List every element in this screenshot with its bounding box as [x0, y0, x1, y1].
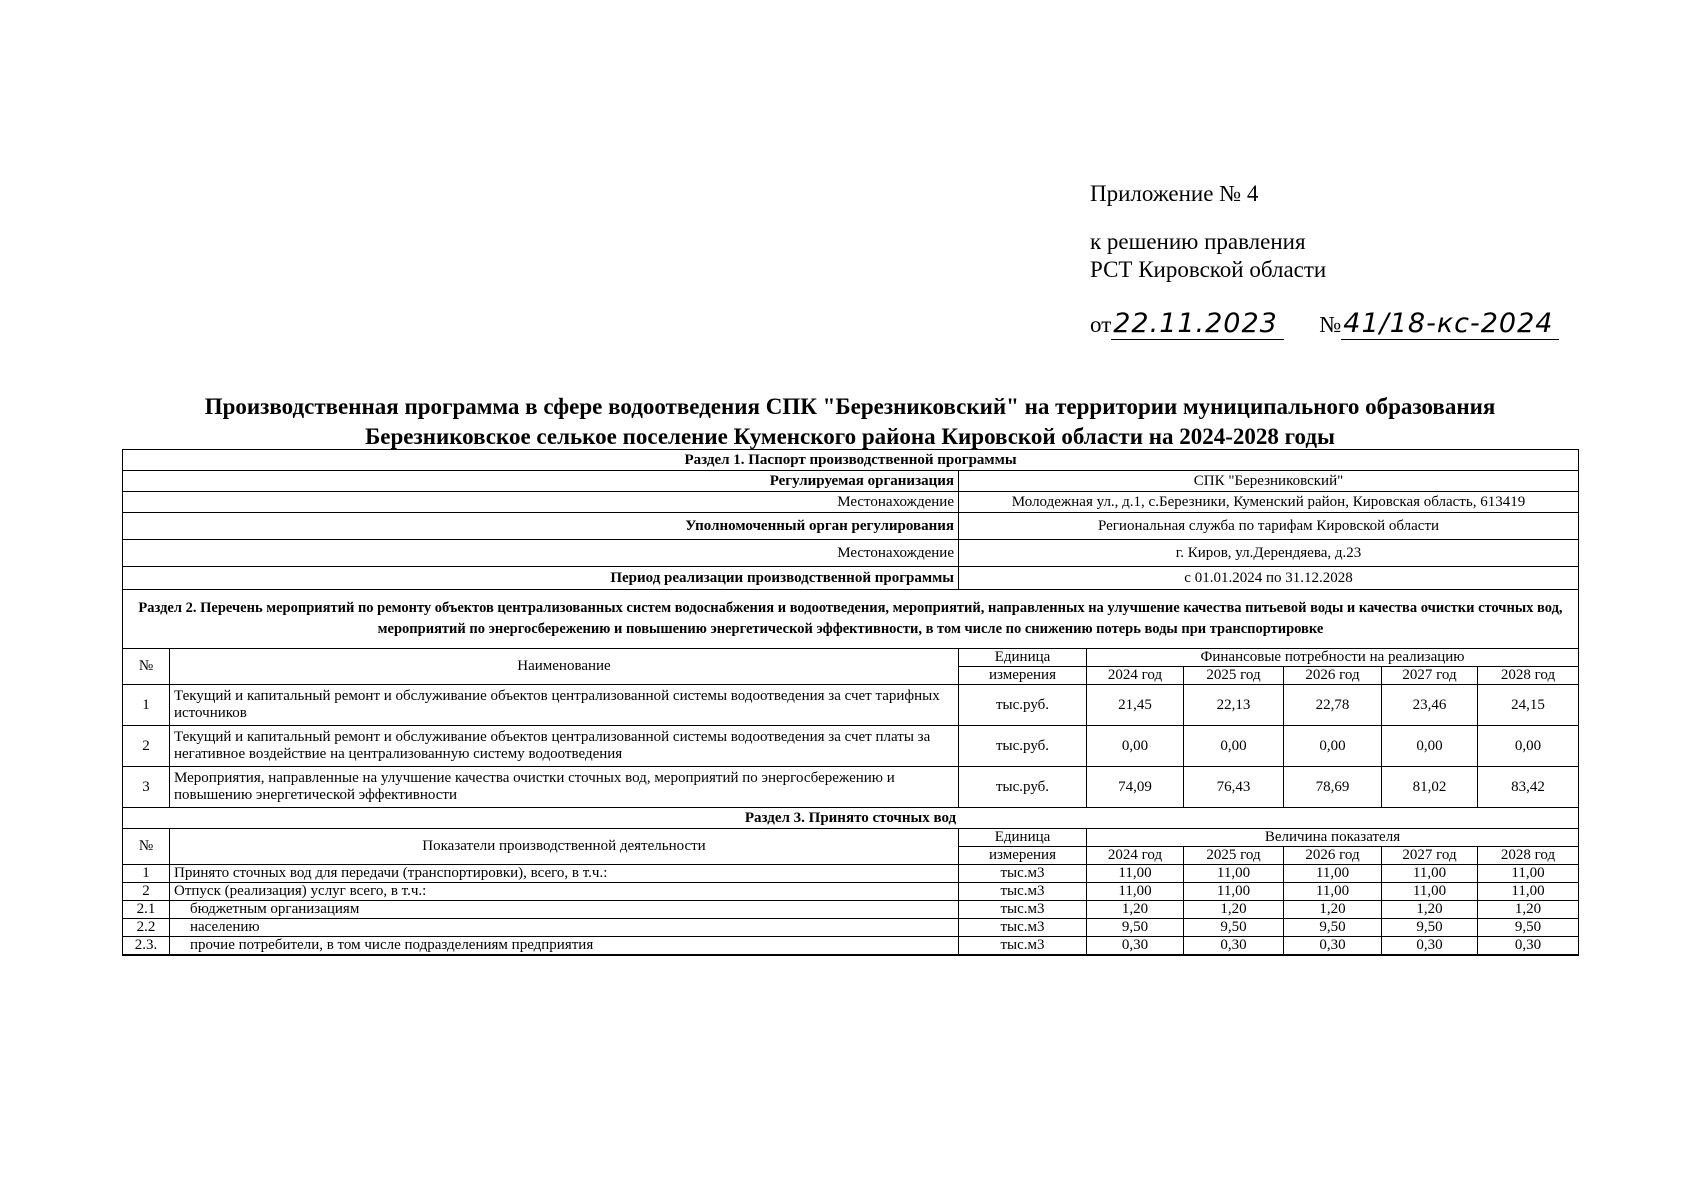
row-no: 1: [123, 685, 170, 726]
row-value: 9,50: [1284, 919, 1382, 937]
row-name: Текущий и капитальный ремонт и обслуживание объектов централизованной системы водоотведения за счет тарифных источников: [170, 685, 959, 726]
year-header: 2027 год: [1382, 667, 1478, 685]
row-unit: тыс.м3: [959, 919, 1087, 937]
row-unit: тыс.м3: [959, 901, 1087, 919]
row-name: Принято сточных вод для передачи (транспортировки), всего, в т.ч.:: [170, 865, 959, 883]
row-name: Текущий и капитальный ремонт и обслуживание объектов централизованной системы водоотведения за счет платы за негативное воздействие на централизованную систему водоотведения: [170, 726, 959, 767]
passport-row: [123, 540, 1579, 567]
section1-title: Раздел 1. Паспорт производственной программы: [123, 450, 1579, 471]
row-value: 0,30: [1382, 937, 1478, 956]
row-no: 2: [123, 726, 170, 767]
handwritten-date: 22.11.2023: [1111, 308, 1284, 340]
row-no: 2.2: [123, 919, 170, 937]
row-value: 11,00: [1382, 883, 1478, 901]
year-header: 2024 год: [1087, 847, 1184, 865]
year-header: 2025 год: [1184, 667, 1284, 685]
row-value: 1,20: [1478, 901, 1579, 919]
year-header: 2026 год: [1284, 667, 1382, 685]
row-value: 11,00: [1284, 865, 1382, 883]
passport-value: г. Киров, ул.Дерендяева, д.23: [959, 540, 1579, 567]
year-header: 2028 год: [1478, 847, 1579, 865]
row-value: 0,30: [1087, 937, 1184, 956]
table-row: [123, 919, 1579, 937]
row-value: 9,50: [1087, 919, 1184, 937]
row-name: Мероприятия, направленные на улучшение качества очистки сточных вод, мероприятий по энергосбережению и повышению энергетической эффективности: [170, 767, 959, 808]
row-value: 11,00: [1284, 883, 1382, 901]
appendix-number: Приложение № 4: [1090, 181, 1259, 206]
row-value: 81,02: [1382, 767, 1478, 808]
year-header: 2027 год: [1382, 847, 1478, 865]
passport-value: с 01.01.2024 по 31.12.2028: [959, 567, 1579, 590]
year-header: 2028 год: [1478, 667, 1579, 685]
passport-row: [123, 567, 1579, 590]
row-value: 76,43: [1184, 767, 1284, 808]
row-no: 3: [123, 767, 170, 808]
table-row: [123, 883, 1579, 901]
passport-row: [123, 471, 1579, 492]
program-table: [122, 449, 1579, 956]
row-no: 1: [123, 865, 170, 883]
row-value: 9,50: [1184, 919, 1284, 937]
row-value: 24,15: [1478, 685, 1579, 726]
row-value: 0,30: [1184, 937, 1284, 956]
table-row: [123, 937, 1579, 956]
row-unit: тыс.руб.: [959, 726, 1087, 767]
column-unit-2: измерения: [959, 847, 1087, 865]
row-name: Отпуск (реализация) услуг всего, в т.ч.:: [170, 883, 959, 901]
row-value: 11,00: [1478, 865, 1579, 883]
passport-label: Уполномоченный орган регулирования: [123, 513, 959, 540]
passport-value: СПК "Березниковский": [959, 471, 1579, 492]
passport-value: Молодежная ул., д.1, с.Березники, Куменский район, Кировская область, 613419: [959, 492, 1579, 513]
row-value: 9,50: [1478, 919, 1579, 937]
section3-title: Раздел 3. Принято сточных вод: [123, 808, 1579, 829]
row-value: 0,00: [1184, 726, 1284, 767]
date-prefix: от: [1090, 312, 1112, 337]
row-value: 1,20: [1284, 901, 1382, 919]
table-row: [123, 865, 1579, 883]
row-unit: тыс.м3: [959, 937, 1087, 956]
column-name: Показатели производственной деятельности: [170, 829, 959, 865]
row-value: 1,20: [1184, 901, 1284, 919]
row-no: 2: [123, 883, 170, 901]
row-value: 78,69: [1284, 767, 1382, 808]
row-value: 9,50: [1382, 919, 1478, 937]
table-row: [123, 685, 1579, 726]
row-value: 11,00: [1087, 883, 1184, 901]
row-value: 1,20: [1382, 901, 1478, 919]
table-row: [123, 726, 1579, 767]
column-no: №: [123, 829, 170, 865]
section2-title: Раздел 2. Перечень мероприятий по ремонту объектов централизованных систем водоснабжения и водоотведения, мероприятий, направленных на улучшение качества питьевой воды и качества очистки сточных вод, мероприятий по энергосбережению и повышению энергетической эффективности, в том числе по снижению потерь воды при транспортировке: [123, 590, 1579, 649]
document-title: [120, 392, 1580, 452]
year-header: 2024 год: [1087, 667, 1184, 685]
passport-value: Региональная служба по тарифам Кировской области: [959, 513, 1579, 540]
row-value: 21,45: [1087, 685, 1184, 726]
decision-line-2: РСТ Кировской области: [1090, 257, 1327, 282]
row-value: 1,20: [1087, 901, 1184, 919]
title-line-2: Березниковское селькое поселение Куменского района Кировской области на 2024-2028 годы: [365, 424, 1335, 449]
table-row: [123, 767, 1579, 808]
title-line-1: Производственная программа в сфере водоотведения СПК "Березниковский" на территории муниципального образования: [204, 394, 1496, 419]
column-unit: Единица: [959, 649, 1087, 667]
table-row: [123, 901, 1579, 919]
section2-columns-row: [123, 649, 1579, 667]
row-value: 23,46: [1382, 685, 1478, 726]
row-name: прочие потребители, в том числе подразделениям предприятия: [170, 937, 959, 956]
row-name: бюджетным организациям: [170, 901, 959, 919]
row-no: 2.3.: [123, 937, 170, 956]
row-value: 22,13: [1184, 685, 1284, 726]
column-name: Наименование: [170, 649, 959, 685]
decision-line-1: к решению правления: [1090, 229, 1306, 254]
row-value: 11,00: [1184, 883, 1284, 901]
row-value: 0,00: [1478, 726, 1579, 767]
handwritten-number: 41/18-кс-2024: [1341, 308, 1559, 340]
passport-row: [123, 492, 1579, 513]
passport-label: Местонахождение: [123, 540, 959, 567]
row-value: 83,42: [1478, 767, 1579, 808]
row-value: 11,00: [1184, 865, 1284, 883]
row-value: 74,09: [1087, 767, 1184, 808]
passport-row: [123, 513, 1579, 540]
row-value: 0,30: [1284, 937, 1382, 956]
decision-date-number: [1090, 308, 1559, 339]
row-value: 0,00: [1087, 726, 1184, 767]
row-unit: тыс.м3: [959, 883, 1087, 901]
row-value: 0,00: [1284, 726, 1382, 767]
row-value: 11,00: [1087, 865, 1184, 883]
row-value: 11,00: [1478, 883, 1579, 901]
section3-header-row: [123, 808, 1579, 829]
row-value: 0,00: [1382, 726, 1478, 767]
passport-label: Местонахождение: [123, 492, 959, 513]
row-unit: тыс.руб.: [959, 767, 1087, 808]
year-header: 2025 год: [1184, 847, 1284, 865]
row-unit: тыс.м3: [959, 865, 1087, 883]
column-no: №: [123, 649, 170, 685]
passport-label: Регулируемая организация: [123, 471, 959, 492]
column-group-finance: Финансовые потребности на реализацию: [1087, 649, 1579, 667]
row-value: 0,30: [1478, 937, 1579, 956]
column-unit-2: измерения: [959, 667, 1087, 685]
row-value: 22,78: [1284, 685, 1382, 726]
row-no: 2.1: [123, 901, 170, 919]
row-name: населению: [170, 919, 959, 937]
row-value: 11,00: [1382, 865, 1478, 883]
section2-header-row: [123, 590, 1579, 649]
column-group-value: Величина показателя: [1087, 829, 1579, 847]
column-unit: Единица: [959, 829, 1087, 847]
section3-columns-row: [123, 829, 1579, 847]
year-header: 2026 год: [1284, 847, 1382, 865]
section1-header-row: [123, 450, 1579, 471]
number-prefix: №: [1319, 312, 1342, 337]
passport-label: Период реализации производственной программы: [123, 567, 959, 590]
row-unit: тыс.руб.: [959, 685, 1087, 726]
approval-header: [1090, 180, 1650, 284]
